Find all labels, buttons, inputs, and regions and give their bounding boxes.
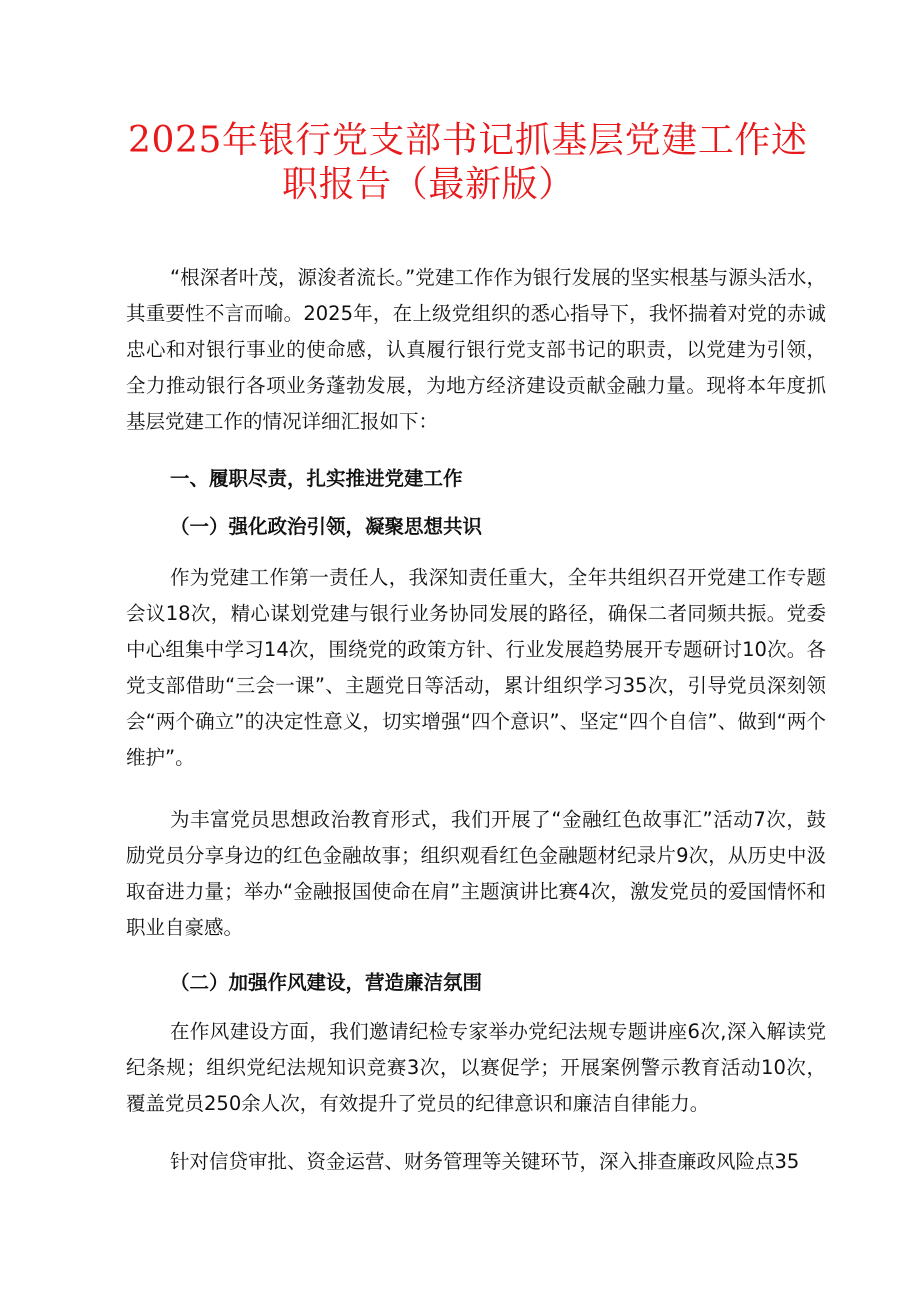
subsection-heading-1: （一）强化政治引领，凝聚思想共识 xyxy=(170,515,483,538)
intro-paragraph: “根深者叶茂，源浚者流长。”党建工作作为银行发展的坚实根基与源头活水，其重要性不言而喻。2025年，在上级党组织的悉心指导下，我怀揣着对党的赤诚忠心和对银行事业的使命感，认真履行银行党支部书记的职责，以党建为引领，全力推动银行各项业务蓬勃发展，为地方经济建设贡献金融力量。现将本年度抓基层党建工作的情况详细汇报如下： xyxy=(126,266,826,433)
section-heading-1: 一、履职尽责，扎实推进党建工作 xyxy=(170,467,463,490)
document-title-line2: 职报告（最新版） xyxy=(282,164,575,205)
document-title-line1: 2025年银行党支部书记抓基层党建工作述 xyxy=(128,120,808,161)
subsection-2-paragraph-1: 在作风建设方面，我们邀请纪检专家举办党纪法规专题讲座6次,深入解读党纪条规；组织党纪法规知识竞赛3次，以赛促学；开展案例警示教育活动10次，覆盖党员250余人次，有效提升了党员的纪律意识和廉洁自律能力。 xyxy=(126,1020,826,1115)
subsection-1-paragraph-2: 为丰富党员思想政治教育形式，我们开展了“金融红色故事汇”活动7次，鼓励党员分享身边的红色金融故事；组织观看红色金融题材纪录片9次，从历史中汲取奋进力量；举办“金融报国使命在肩”主题演讲比赛4次，激发党员的爱国情怀和职业自豪感。 xyxy=(126,808,826,939)
subsection-2-paragraph-2: 针对信贷审批、资金运营、财务管理等关键环节，深入排查廉政风险点35 xyxy=(170,1150,800,1173)
subsection-heading-2: （二）加强作风建设，营造廉洁氛围 xyxy=(170,971,483,994)
subsection-1-paragraph-1: 作为党建工作第一责任人，我深知责任重大，全年共组织召开党建工作专题会议18次，精心谋划党建与银行业务协同发展的路径，确保二者同频共振。党委中心组集中学习14次，围绕党的政策方针、行业发展趋势展开专题研讨10次。各党支部借助“三会一课”、主题党日等活动，累计组织学习35次，引导党员深刻领会“两个确立”的决定性意义，切实增强“四个意识”、坚定“四个自信”、做到“两个维护”。 xyxy=(126,566,826,769)
